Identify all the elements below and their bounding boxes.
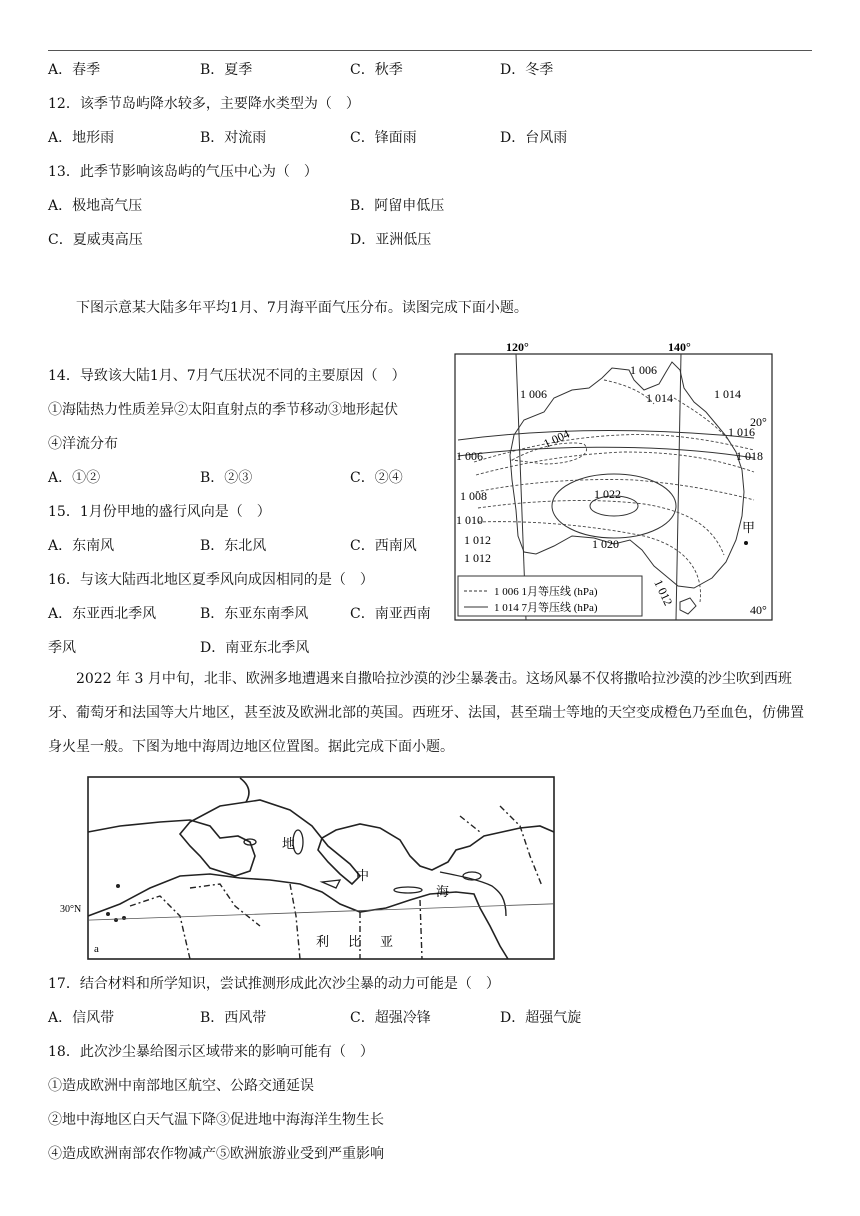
q11-option-a[interactable]: A．春季 (48, 62, 101, 78)
isobar-label: 1 006 (456, 449, 483, 463)
map1-intro: 下图示意某大陆多年平均1月、7月海平面气压分布。读图完成下面小题。 (76, 300, 528, 316)
legend-july: 1 014 7月等压线 (hPa) (494, 602, 598, 614)
q11-option-d[interactable]: D．冬季 (500, 62, 554, 78)
map2-label: 比 (348, 934, 362, 949)
q18-item-2: ②地中海地区白天气温下降③促进地中海海洋生物生长 (48, 1112, 384, 1128)
q16-option-c-continued: 季风 (48, 640, 76, 656)
q11-option-c[interactable]: C．秋季 (350, 62, 403, 78)
q13-option-b[interactable]: B．阿留申低压 (350, 198, 445, 214)
q13-option-a[interactable]: A．极地高气压 (48, 198, 143, 214)
q17-option-b[interactable]: B．西风带 (200, 1010, 267, 1026)
q14-option-b[interactable]: B．②③ (200, 470, 253, 486)
q15-option-a[interactable]: A．东南风 (48, 538, 115, 554)
place-label-jia: 甲 (742, 520, 756, 535)
q13-option-d[interactable]: D．亚洲低压 (350, 232, 432, 248)
isobar-label: 1 022 (594, 487, 621, 501)
isobar-label: 1 010 (456, 513, 483, 527)
mediterranean-map (60, 776, 556, 962)
isobar-label: 1 006 (630, 363, 657, 377)
isobar-label: 1 012 (464, 551, 491, 565)
isobar-label: 1 018 (736, 449, 763, 463)
map2-label: 中 (356, 868, 370, 883)
map2-frame (88, 777, 554, 959)
q14-statements-1: ①海陆热力性质差异②太阳直射点的季节移动③地形起伏 (48, 402, 398, 418)
lon-label-120: 120° (506, 340, 529, 354)
place-marker-jia (744, 541, 748, 545)
q15-option-c[interactable]: C．西南风 (350, 538, 417, 554)
q17-option-d[interactable]: D．超强气旋 (500, 1010, 582, 1026)
q12-stem: 12．该季节岛屿降水较多，主要降水类型为（ ） (48, 96, 360, 112)
q16-stem: 16．与该大陆西北地区夏季风向成因相同的是（ ） (48, 572, 374, 588)
q18-item-3: ④造成欧洲南部农作物减产⑤欧洲旅游业受到严重影响 (48, 1146, 384, 1162)
isobar-label: 1 016 (728, 425, 755, 439)
q18-stem: 18．此次沙尘暴给图示区域带来的影响可能有（ ） (48, 1044, 374, 1060)
island-dot (122, 916, 126, 920)
lat-label-30n: 30°N (60, 904, 82, 915)
map2-label: 海 (436, 884, 450, 899)
q15-stem: 15．1月份甲地的盛行风向是（ ） (48, 504, 271, 520)
q14-stem: 14．导致该大陆1月、7月气压状况不同的主要原因（ ） (48, 368, 406, 384)
header-rule (48, 50, 812, 51)
island-dot (116, 884, 120, 888)
q13-stem: 13．此季节影响该岛屿的气压中心为（ ） (48, 164, 318, 180)
q12-option-d[interactable]: D．台风雨 (500, 130, 568, 146)
isobar-label: 1 020 (592, 537, 619, 551)
lat-label-40: 40° (750, 603, 767, 617)
q13-option-c[interactable]: C．夏威夷高压 (48, 232, 143, 248)
map2-corner-label: a (94, 943, 99, 955)
map2-label: 地 (282, 836, 296, 851)
q17-option-c[interactable]: C．超强冷锋 (350, 1010, 431, 1026)
lat-label-20: 20° (750, 415, 767, 429)
q12-option-c[interactable]: C．锋面雨 (350, 130, 417, 146)
q16-option-d[interactable]: D．南亚东北季风 (200, 640, 310, 656)
isobar-label: 1 008 (460, 489, 487, 503)
q11-option-b[interactable]: B．夏季 (200, 62, 253, 78)
isobar-label: 1 014 (714, 387, 741, 401)
australia-isobar-map (454, 340, 774, 622)
q14-statements-2: ④洋流分布 (48, 436, 118, 452)
isobar-label: 1 006 (520, 387, 547, 401)
lon-label-140: 140° (668, 340, 691, 354)
q18-item-1: ①造成欧洲中南部地区航空、公路交通延误 (48, 1078, 314, 1094)
map2-label: 利 (316, 934, 330, 949)
q14-option-c[interactable]: C．②④ (350, 470, 403, 486)
q14-option-a[interactable]: A．①② (48, 470, 101, 486)
map2-label: 亚 (380, 934, 394, 949)
q15-option-b[interactable]: B．东北风 (200, 538, 267, 554)
q16-option-b[interactable]: B．东亚东南季风 (200, 606, 309, 622)
q17-stem: 17．结合材料和所学知识，尝试推测形成此次沙尘暴的动力可能是（ ） (48, 976, 500, 992)
q16-option-a[interactable]: A．东亚西北季风 (48, 606, 157, 622)
isobar-label: 1 014 (646, 391, 673, 405)
isobar-label: 1 012 (464, 533, 491, 547)
isobar-label: 1 012 (651, 577, 676, 608)
q16-option-c[interactable]: C．南亚西南 (350, 606, 431, 622)
isobar-label: 1 004 (541, 426, 572, 451)
map2-intro: 2022 年 3 月中旬，北非、欧洲多地遭遇来自撒哈拉沙漠的沙尘暴袭击。这场风暴不仅将撒哈拉沙漠的沙尘吹到西班牙、葡萄牙和法国等大片地区，甚至波及欧洲北部的英国。西班牙、法国，甚至瑞士等地的天空变成橙色乃至血色，仿佛置身火星一般。下图为地中海周边地区位置图。据此完成下面小题。 (48, 671, 804, 755)
q17-option-a[interactable]: A．信风带 (48, 1010, 115, 1026)
legend-january: 1 006 1月等压线 (hPa) (494, 586, 598, 598)
island-dot (114, 918, 118, 922)
q12-option-b[interactable]: B．对流雨 (200, 130, 267, 146)
island-dot (106, 912, 110, 916)
q12-option-a[interactable]: A．地形雨 (48, 130, 115, 146)
